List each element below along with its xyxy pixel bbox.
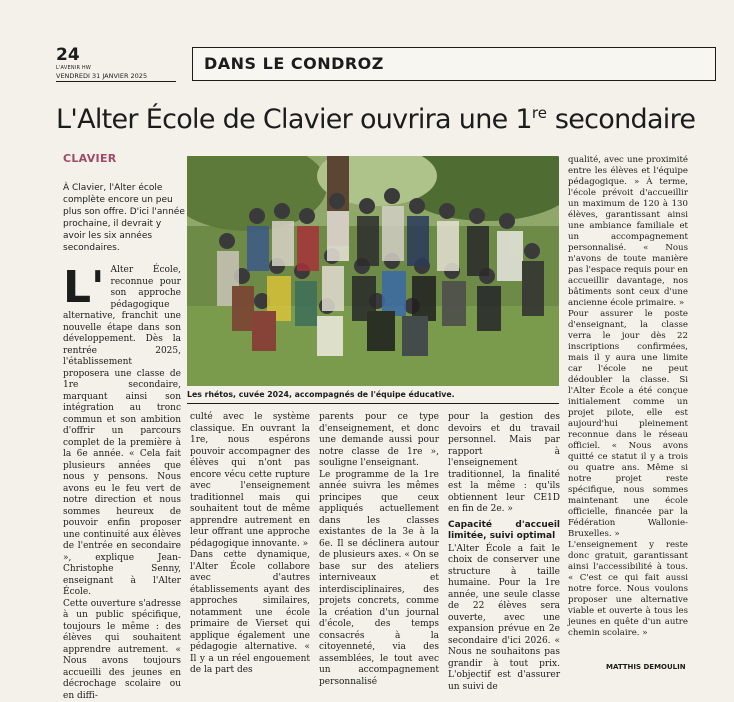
paragraph: Cette ouverture s'adresse à un public spécifique, toujours le même : des élèves qui souhaitent apprendre autrement. « Nous avons toujours accueilli des jeunes en décrochage scolaire ou en diffi- <box>63 599 181 702</box>
paragraph: qualité, avec une proximité entre les élèves et l'équipe pédagogique. » À terme, l'école prévoit d'accueillir un maximum de 120 à 130 élèves, garantissant ainsi une ambiance familiale et un accompagnement personnalisé. « Nous n'avons de toute manière pas l'espace requis pour en accueillir davantage, nos bâtiments sont ceux d'une ancienne école primaire. » <box>568 155 688 309</box>
paragraph: Pour assurer le poste d'enseignant, la classe verra le jour dès 22 inscriptions confirmées, mais il y aura une limite car l'école ne peut dédoubler la classe. Si l'Alter École a été conçue initialement comme un projet pilote, elle est aujourd'hui pleinement reconnue dans le réseau officiel. « Nous avons quitté ce statut il y a trois ou quatre ans. Même si notre projet reste spécifique, nous sommes maintenant une école officielle, financée par la Fédération Wallonie-Bruxelles. » <box>568 309 688 540</box>
headline-superscript: re <box>532 104 547 122</box>
headline-main: L'Alter École de Clavier ouvrira une 1 <box>56 104 532 135</box>
author-byline: MATTHIS DEMOULIN <box>606 663 686 671</box>
page-header <box>56 47 716 83</box>
paragraph: Alter École, reconnue pour son approche pédagogique alternative, franchit une nouvelle étape dans son développement. Dès la rentrée 2025, l'établissement proposera une classe de 1re secondaire, marquant ainsi son intégration au tronc commun et son ambition d'offrir un parcours complet de la première à la 6e année. « Cela fait plusieurs années que nous y pensons. Nous avons eu le feu vert de notre direction et nous sommes heureux de pouvoir enfin proposer une continuité aux élèves de l'entrée en secondaire », explique Jean-Christophe Senny, enseignant à l'Alter École. <box>63 265 181 599</box>
location-kicker: CLAVIER <box>63 152 117 165</box>
headline-end: secondaire <box>547 104 695 135</box>
paragraph: parents pour ce type d'enseignement, et donc une demande aussi pour notre classe de 1re », souligne l'enseignant. <box>319 412 439 470</box>
subheading: Capacité d'accueil limitée, suivi optimal <box>448 520 560 542</box>
caption-rule <box>187 403 559 404</box>
section-title: DANS LE CONDROZ <box>204 54 384 73</box>
photo-caption: Les rhétos, cuvée 2024, accompagnés de l'équipe éducative. <box>187 390 559 399</box>
paragraph: L'enseignement y reste donc gratuit, garantissant ainsi l'accessibilité à tous. « C'est ce qui fait aussi notre force. Nous voulons proposer une alternative viable et ouverte à tous les jeunes en quête d'un autre chemin scolaire. » <box>568 540 688 639</box>
issue-date: VENDREDI 31 JANVIER 2025 <box>56 72 147 80</box>
section-banner <box>192 47 716 81</box>
drop-cap: L' <box>63 269 105 307</box>
paragraph: L'Alter École a fait le choix de conserver une structure à taille humaine. Pour la 1re année, une seule classe de 22 élèves sera ouverte, avec une expansion prévue en 2e secondaire d'ici 2026. « Nous ne souhaitons pas grandir à tout prix. L'objectif est d'assurer un suivi de <box>448 544 560 694</box>
text-column-3 <box>319 412 439 688</box>
paragraph: Dans cette dynamique, l'Alter École collabore avec d'autres établissements ayant des approches similaires, notamment une école primaire de Vierset qui applique également une pédagogie alternative. « Il y a un réel engouement de la part des <box>190 550 310 677</box>
publication-name: L'AVENIR HW <box>56 65 91 71</box>
text-column-4 <box>448 412 560 693</box>
headline <box>56 104 726 135</box>
paragraph: culté avec le système classique. En ouvrant la 1re, nous espérons pouvoir accompagner des élèves qui n'ont pas encore vécu cette rupture avec l'enseignement traditionnel mais qui souhaitent tout de même apprendre autrement en leur offrant une approche pédagogique innovante. » <box>190 412 310 550</box>
paragraph: pour la gestion des devoirs et du travail personnel. Mais par rapport à l'enseignement traditionnel, la finalité est la même : qu'ils obtiennent leur CE1D en fin de 2e. » <box>448 412 560 516</box>
text-column-2 <box>190 412 310 677</box>
paragraph: Le programme de la 1re année suivra les mêmes principes que ceux appliqués actuellement dans les classes existantes de la 3e à la 6e. Il se déclinera autour de plusieurs axes. « On se base sur des ateliers interniveaux et interdisciplinaires, des projets concrets, comme la création d'un journal d'école, des temps consacrés à la citoyenneté, via des assemblées, le tout avec un accompagnement personnalisé <box>319 470 439 689</box>
header-rule <box>56 81 176 82</box>
page-number: 24 <box>56 47 80 64</box>
group-photo <box>187 156 559 386</box>
text-column-1 <box>63 265 181 702</box>
text-column-5 <box>568 155 688 639</box>
lead-paragraph: À Clavier, l'Alter école complète encore un peu plus son offre. D'ici l'année prochaine, il devrait y avoir les six années secondaires. <box>63 182 185 254</box>
